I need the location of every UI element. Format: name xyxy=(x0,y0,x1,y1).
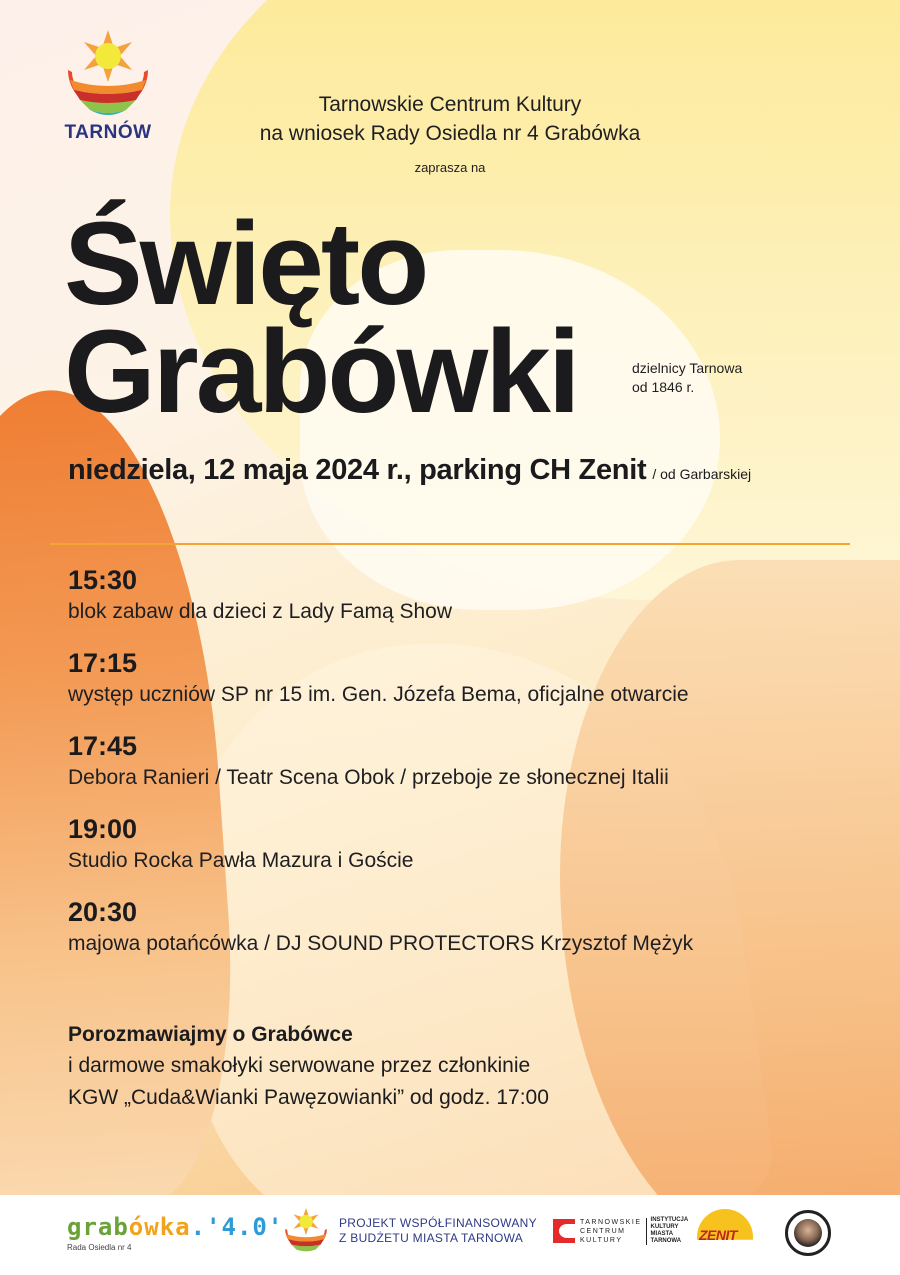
schedule-time: 17:15 xyxy=(68,648,138,678)
schedule-description: blok zabaw dla dzieci z Lady Famą Show xyxy=(68,600,453,623)
organizer-line-2: na wniosek Rady Osiedla nr 4 Grabówka xyxy=(259,122,641,145)
grabowka-caption: Rada Osiedla nr 4 xyxy=(67,1243,132,1252)
school-portrait-seal-icon xyxy=(794,1219,822,1247)
tck-name xyxy=(580,1218,647,1245)
title-line-1: Święto xyxy=(64,198,427,330)
tck-sub-line-4: TARNOWA xyxy=(650,1238,682,1244)
schedule-time: 19:00 xyxy=(68,814,138,844)
extra-heading: Porozmawiajmy o Grabówce xyxy=(68,1023,353,1046)
project-line-1: PROJEKT WSPÓŁFINANSOWANY xyxy=(339,1216,537,1230)
page-title xyxy=(64,198,578,438)
schedule-item xyxy=(68,730,868,794)
grabowka-logo-part-3: .'4.0' xyxy=(190,1213,284,1241)
tarnow-logo-text: TARNÓW xyxy=(64,122,152,143)
project-cofinanced-logo xyxy=(283,1207,537,1255)
grabowka-logo-part-1: grab xyxy=(67,1213,129,1241)
project-text xyxy=(339,1216,537,1246)
schedule-time: 20:30 xyxy=(68,897,138,927)
schedule-description: występ uczniów SP nr 15 im. Gen. Józefa Bema, oficjalne otwarcie xyxy=(68,683,689,706)
invites-text: zaprasza na xyxy=(414,160,486,175)
tck-sub-line-2: KULTURY xyxy=(650,1224,679,1230)
section-divider xyxy=(50,543,850,545)
grabowka-logo-part-2: ówka xyxy=(128,1213,191,1241)
title-subtitle xyxy=(632,359,742,397)
tck-sub-line-1: INSTYTUCJA xyxy=(650,1217,689,1223)
school-seal-logo xyxy=(785,1210,831,1256)
event-date-location xyxy=(68,454,751,487)
tarnow-sun-crescent-logo-icon xyxy=(283,1207,329,1255)
subtitle-line-1: dzielnicy Tarnowa xyxy=(632,360,743,376)
tck-logo xyxy=(553,1217,688,1245)
schedule-time: 15:30 xyxy=(68,565,138,595)
tck-sub xyxy=(651,1217,689,1245)
event-schedule xyxy=(68,564,868,979)
tarnow-logo xyxy=(62,28,154,148)
title-line-2: Grabówki xyxy=(64,306,578,438)
schedule-description: Debora Ranieri / Teatr Scena Obok / przeboje ze słonecznej Italii xyxy=(68,766,669,789)
tck-line-3: KULTURY xyxy=(580,1236,623,1244)
tck-sub-line-3: MIASTA xyxy=(650,1231,674,1237)
tarnow-sun-crescent-logo-icon xyxy=(64,28,152,120)
schedule-item xyxy=(68,647,868,711)
schedule-item xyxy=(68,896,868,960)
sponsor-footer xyxy=(0,1195,900,1275)
zenit-logo xyxy=(697,1209,753,1249)
extra-info xyxy=(68,1020,768,1114)
schedule-time: 17:45 xyxy=(68,731,138,761)
schedule-description: majowa potańcówka / DJ SOUND PROTECTORS Krzysztof Mężyk xyxy=(68,932,694,955)
organizer-text xyxy=(200,90,700,148)
organizer-line-1: Tarnowskie Centrum Kultury xyxy=(318,93,582,116)
extra-line-1: i darmowe smakołyki serwowane przez członkinie xyxy=(68,1054,531,1077)
date-location-text: niedziela, 12 maja 2024 r., parking CH Zenit xyxy=(68,454,647,486)
schedule-item xyxy=(68,564,868,628)
tck-line-2: CENTRUM xyxy=(580,1227,626,1235)
subtitle-line-2: od 1846 r. xyxy=(632,379,695,395)
extra-line-2: KGW „Cuda&Wianki Pawęzowianki” od godz. 17:00 xyxy=(68,1086,549,1109)
access-note: / od Garbarskiej xyxy=(652,466,752,482)
schedule-item xyxy=(68,813,868,877)
tck-line-1: TARNOWSKIE xyxy=(580,1218,642,1226)
zenit-label: ZENIT xyxy=(699,1227,737,1243)
grabowka-logo xyxy=(67,1213,283,1252)
project-line-2: Z BUDŻETU MIASTA TARNOWA xyxy=(339,1231,524,1245)
tck-c-icon xyxy=(553,1219,575,1243)
schedule-description: Studio Rocka Pawła Mazura i Goście xyxy=(68,849,414,872)
